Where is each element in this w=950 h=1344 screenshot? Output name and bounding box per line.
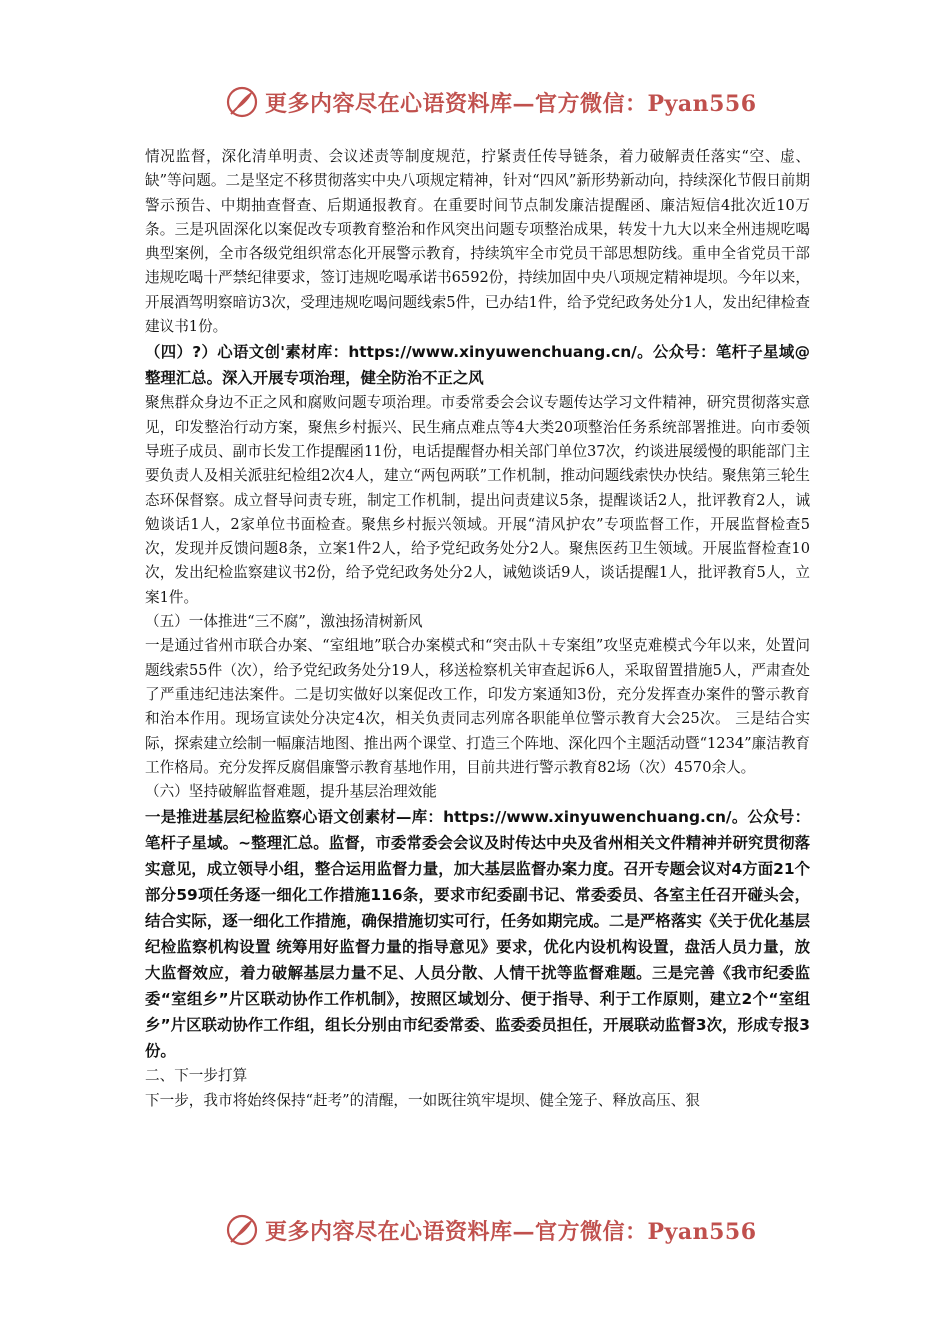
- footer-watermark-text: 更多内容尽在心语资料库—官方微信：Pyan556: [265, 1218, 757, 1245]
- paragraph-next-steps: 下一步，我市将始终保持“赶考”的清醒，一如既往筑牢堤坝、健全笼子、释放高压、狠: [145, 1091, 700, 1109]
- document-body: [145, 145, 810, 1113]
- feather-pen-logo-icon: [225, 85, 259, 119]
- paragraph-three-no-corruption: 一是通过省州市联合办案、“室组地”联合办案模式和“突击队＋专案组”攻坚克难模式今年以来，处置问题线索55件（次），给予党纪政务处分19人，移送检察机关审查起诉6人，采取留置措施5人，严肃查处了严重违纪违法案件。二是切实做好以案促改工作，印发方案通知3份，充分发挥查办案件的警示教育和治本作用。现场宣读处分决定4次，相关负责同志列席各职能单位警示教育大会25次。 三是结合实际，探索建立绘制一幅廉洁地图、推出两个课堂、打造三个阵地、深化四个主题活动暨“1234”廉洁教育工作格局。充分发挥反腐倡廉警示教育基地作用，目前共进行警示教育82场（次）4570余人。: [145, 637, 811, 776]
- header-watermark-banner: [225, 82, 757, 122]
- heading-section-five: （五）一体推进“三不腐”，激浊扬清树新风: [145, 613, 423, 631]
- paragraph-special-governance: 聚焦群众身边不正之风和腐败问题专项治理。市委常委会会议专题传达学习文件精神，研究贯彻落实意见，印发整治行动方案，聚焦乡村振兴、民生痛点难点等4大类20项整治任务系统部署推进。向市委领导班子成员、副市长发工作提醒函11份，电话提醒督办相关部门单位37次，约谈进展缓慢的职能部门主要负责人及相关派驻纪检组2次4人，建立“两包两联”工作机制，推动问题线索快办快结。聚焦第三轮生态环保督察。成立督导问责专班，制定工作机制，提出问责建议5条，提醒谈话2人，批评教育2人，诫勉谈话1人，2家单位书面检查。聚焦乡村振兴领域。开展“清风护农”专项监督工作，开展监督检查5次，发现并反馈问题8条，立案1件2人，给予党纪政务处分2人。聚焦医药卫生领域。开展监督检查10次，发出纪检监察建议书2份，给予党纪政务处分2人，诫勉谈话9人，谈话提醒1人，批评教育5人，立案1件。: [145, 394, 810, 606]
- paragraph-supervision-intro: 情况监督，深化清单明责、会议述责等制度规范，拧紧责任传导链条，着力破解责任落实“空、虚、缺”等问题。二是坚定不移贯彻落实中央八项规定精神，针对“四风”新形势新动向，持续深化节假日前期警示预告、中期抽查督查、后期通报教育。在重要时间节点制发廉洁提醒函、廉洁短信4批次近10万条。三是巩固深化以案促改专项教育整治和作风突出问题专项整治成果，转发十九大以来全州违规吃喝典型案例，全市各级党组织常态化开展警示教育，持续筑牢全市党员干部思想防线。重申全省党员干部违规吃喝十严禁纪律要求，签订违规吃喝承诺书6592份，持续加固中央八项规定精神堤坝。今年以来，开展酒驾明察暗访3次，受理违规吃喝问题线索5件，已办结1件，给予党纪政务处分1人，发出纪律检查建议书1份。: [145, 148, 810, 336]
- header-watermark-text: 更多内容尽在心语资料库—官方微信：Pyan556: [265, 90, 757, 117]
- heading-next-steps: 二、下一步打算: [145, 1067, 248, 1085]
- feather-pen-logo-icon: [225, 1213, 259, 1247]
- heading-section-four: （四）?）心语文创'素材库：https://www.xinyuwenchuang.cn/。公众号：笔杆子星域@整理汇总。深入开展专项治理，健全防治不正之风: [145, 343, 810, 388]
- paragraph-grassroots-supervision: 一是推进基层纪检监察心语文创素材—库：https://www.xinyuwenchuang.cn/。公众号：笔杆子星域。~整理汇总。监督，市委常委会会议及时传达中央及省州相关文件精神并研究贯彻落实意见，成立领导小组，整合运用监督力量，加大基层监督办案力度。召开专题会议对4方面21个部分59项任务逐一细化工作措施116条，要求市纪委副书记、常委委员、各室主任召开碰头会，结合实际，逐一细化工作措施，确保措施切实可行，任务如期完成。二是严格落实《关于优化基层纪检监察机构设置 统筹用好监督力量的指导意见》要求，优化内设机构设置，盘活人员力量，放大监督效应，着力破解基层力量不足、人员分散、人情干扰等监督难题。三是完善《我市纪委监委“室组乡”片区联动协作工作机制》，按照区域划分、便于指导、利于工作原则，建立2个“室组乡”片区联动协作工作组，组长分别由市纪委常委、监委委员担任，开展联动监督3次，形成专报3份。: [145, 808, 810, 1061]
- footer-watermark-banner: [225, 1210, 757, 1250]
- heading-section-six: （六）坚持破解监督难题，提升基层治理效能: [145, 783, 437, 801]
